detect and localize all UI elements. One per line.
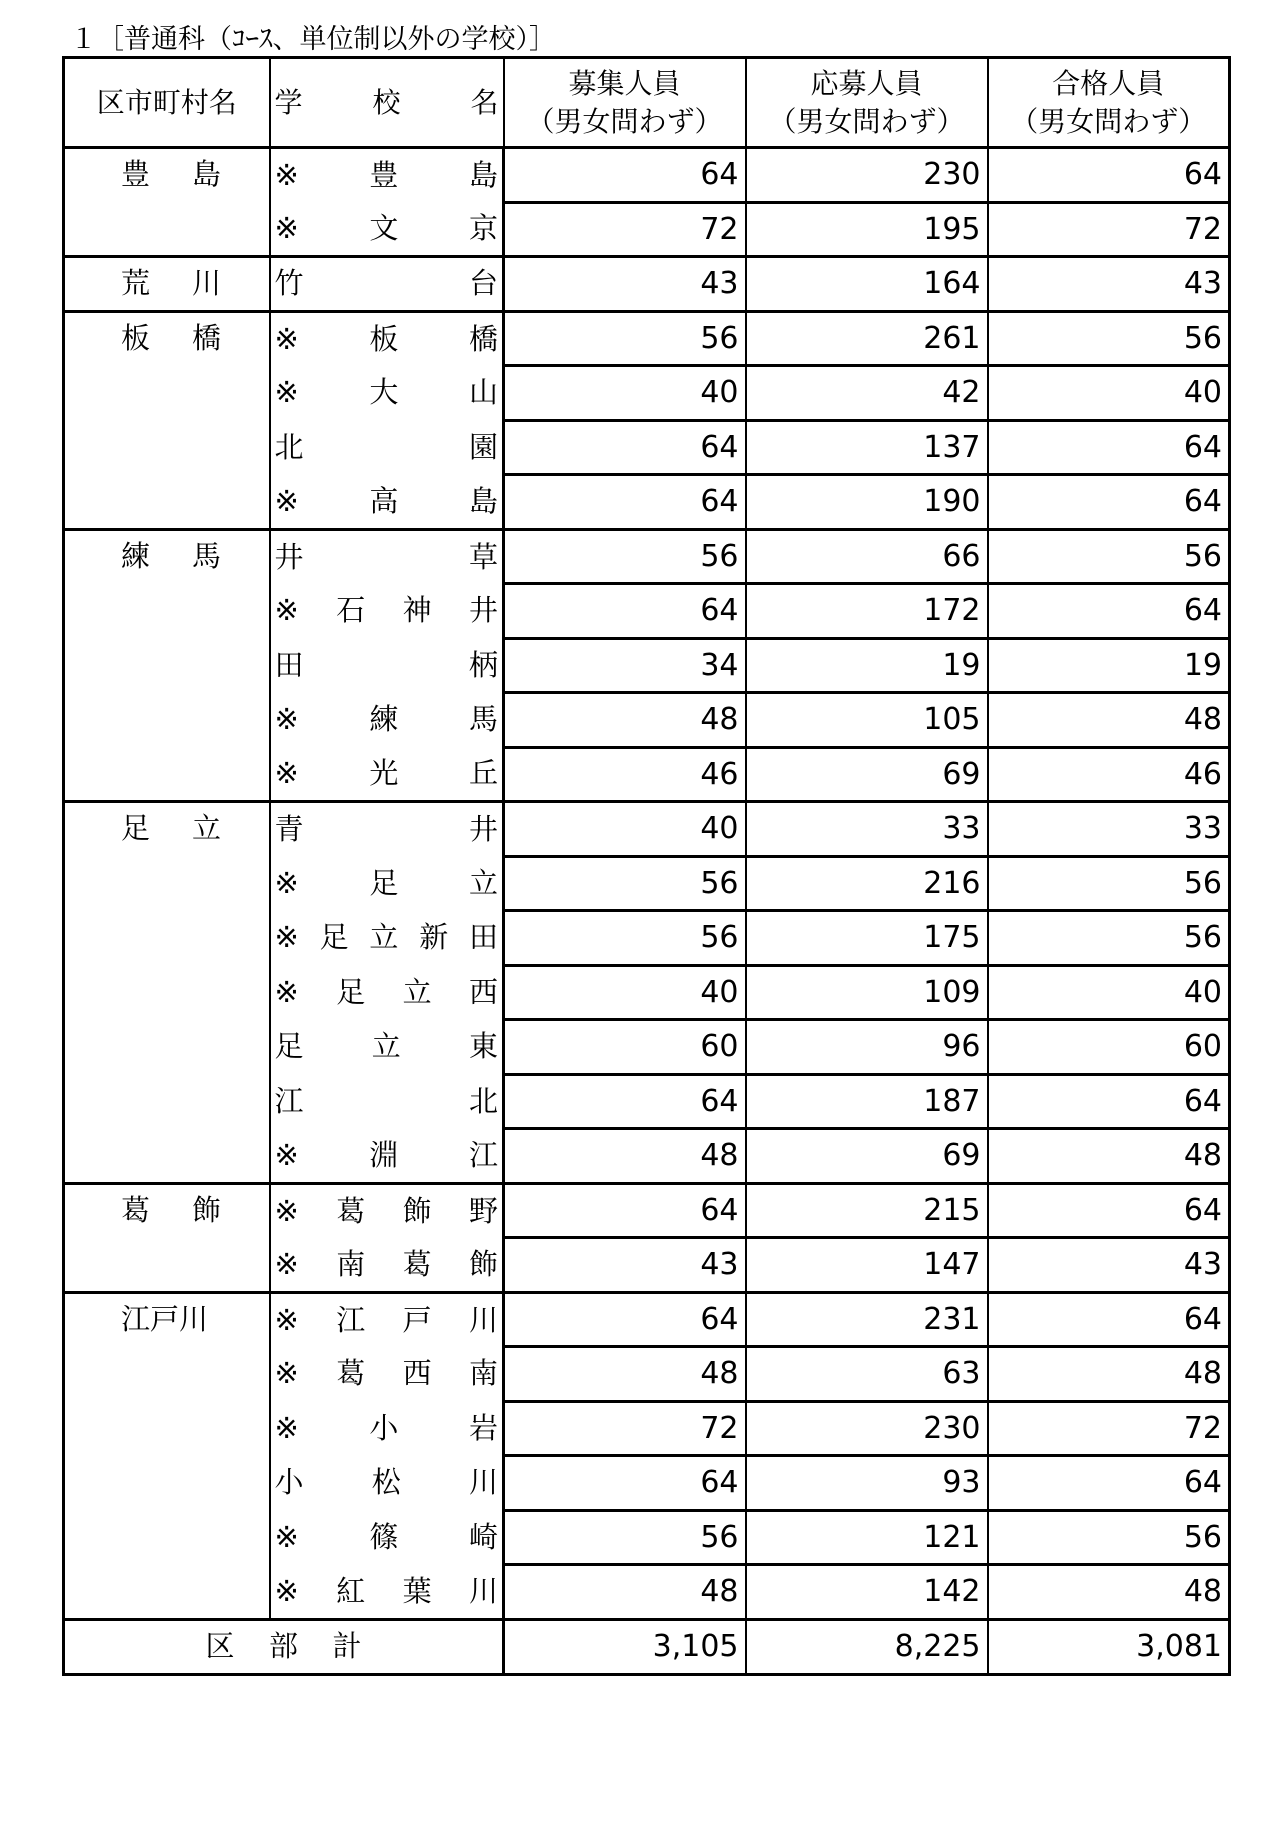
municipality-cell (64, 148, 270, 257)
passed-cell: 56 (988, 1510, 1230, 1565)
school-name-char: 野 (468, 1193, 498, 1228)
passed-cell: 43 (988, 1238, 1230, 1293)
passed-cell: 72 (988, 1401, 1230, 1456)
applicants-cell: 142 (746, 1565, 988, 1620)
school-name-char: 山 (468, 375, 498, 410)
school-name-char: 小 (369, 1410, 399, 1445)
school-name-char: ※ (274, 375, 299, 410)
school-name-char: ※ (274, 920, 299, 955)
school-name-char: ※ (274, 702, 299, 737)
applicants-cell: 261 (746, 311, 988, 366)
school-name-char: 葉 (402, 1573, 432, 1608)
school-name-char: ※ (274, 1573, 299, 1608)
applicants-cell: 121 (746, 1510, 988, 1565)
school-name-cell (270, 856, 504, 911)
total-row (64, 1619, 1230, 1674)
quota-cell: 34 (504, 638, 746, 693)
total-passed-cell: 3,081 (988, 1619, 1230, 1674)
school-name-char: 小 (274, 1465, 304, 1500)
school-name-cell (270, 1347, 504, 1402)
school-name-char: 東 (468, 1029, 498, 1064)
school-name-cell (270, 1292, 504, 1347)
passed-cell: 64 (988, 148, 1230, 203)
school-name-char: 豊 (369, 158, 399, 192)
school-name-cell (270, 1565, 504, 1620)
school-name-char: 足 (274, 1029, 304, 1064)
school-name-char: ※ (274, 211, 299, 245)
school-name-char: 紅 (336, 1573, 366, 1608)
applicants-cell: 147 (746, 1238, 988, 1293)
school-name-char: 島 (468, 158, 498, 192)
school-name-cell (270, 911, 504, 966)
school-name-cell (270, 1401, 504, 1456)
passed-cell: 64 (988, 1456, 1230, 1511)
school-name-char: 北 (274, 429, 304, 464)
school-name-char: 京 (468, 211, 498, 245)
school-name-char: 大 (369, 375, 399, 410)
applicants-cell: 63 (746, 1347, 988, 1402)
passed-cell: 56 (988, 529, 1230, 584)
school-name-char: 川 (468, 1465, 498, 1500)
applicants-cell: 230 (746, 1401, 988, 1456)
header-school-char: 名 (470, 85, 499, 119)
school-name-char: 園 (468, 429, 498, 464)
school-name-char: 松 (371, 1465, 401, 1500)
header-passed (988, 58, 1230, 148)
passed-cell: 33 (988, 802, 1230, 857)
school-name-char: 文 (369, 211, 399, 245)
school-name-cell (270, 257, 504, 312)
school-name-char: ※ (274, 1519, 299, 1554)
passed-cell: 64 (988, 584, 1230, 639)
passed-cell: 48 (988, 1129, 1230, 1184)
school-name-cell (270, 529, 504, 584)
table-row (64, 311, 1230, 366)
municipality-char: 豊 (121, 157, 151, 191)
school-name-cell (270, 1510, 504, 1565)
applicants-cell: 42 (746, 366, 988, 421)
header-passed-line1: 合格人員 (1052, 66, 1165, 100)
passed-cell: 40 (988, 965, 1230, 1020)
quota-cell: 56 (504, 1510, 746, 1565)
municipality-cell (64, 529, 270, 802)
header-school-char: 学 (274, 85, 303, 119)
school-name-cell (270, 1183, 504, 1238)
quota-cell: 72 (504, 1401, 746, 1456)
quota-cell: 64 (504, 1074, 746, 1129)
school-name-char: 井 (468, 812, 498, 846)
municipality-char: 橋 (191, 320, 221, 355)
table-body (64, 148, 1230, 1675)
school-name-char: 足 (369, 865, 399, 900)
total-quota-cell: 3,105 (504, 1619, 746, 1674)
table-row (64, 257, 1230, 312)
applicants-cell: 69 (746, 1129, 988, 1184)
total-label-char: 区 (205, 1629, 235, 1663)
passed-cell: 48 (988, 693, 1230, 748)
municipality-char: 足 (121, 811, 151, 845)
header-school-char: 校 (372, 85, 401, 119)
school-name-char: ※ (274, 1246, 299, 1281)
school-name-char: 井 (274, 539, 304, 574)
school-name-char: 丘 (468, 756, 498, 790)
quota-cell: 48 (504, 1347, 746, 1402)
school-name-char: 足 (319, 920, 349, 955)
applicants-cell: 172 (746, 584, 988, 639)
header-applicants (746, 58, 988, 148)
school-name-char: 西 (468, 974, 498, 1009)
school-name-char: 新 (419, 920, 449, 955)
school-name-char: 北 (468, 1083, 498, 1118)
applicants-cell: 216 (746, 856, 988, 911)
municipality-char: 島 (191, 157, 221, 191)
total-label-char: 計 (332, 1629, 362, 1663)
passed-cell: 64 (988, 475, 1230, 530)
school-name-char: 島 (468, 483, 498, 518)
applicants-cell: 69 (746, 747, 988, 802)
header-municipality: 区市町村名 (64, 58, 270, 148)
passed-cell: 56 (988, 311, 1230, 366)
school-name-char: 淵 (369, 1137, 399, 1172)
total-label-char: 部 (268, 1629, 298, 1663)
school-name-char: 足 (336, 974, 366, 1009)
school-name-cell (270, 638, 504, 693)
school-name-char: 崎 (468, 1519, 498, 1554)
applicants-cell: 33 (746, 802, 988, 857)
school-name-char: 馬 (468, 702, 498, 737)
table-row (64, 1183, 1230, 1238)
school-name-cell (270, 311, 504, 366)
applicants-cell: 175 (746, 911, 988, 966)
school-name-char: 江 (336, 1302, 366, 1337)
school-name-char: 飾 (402, 1193, 432, 1228)
quota-cell: 64 (504, 148, 746, 203)
school-name-char: 板 (369, 321, 399, 356)
total-applicants-cell: 8,225 (746, 1619, 988, 1674)
table-row (64, 148, 1230, 203)
school-name-char: 川 (468, 1302, 498, 1337)
school-name-char: 光 (369, 756, 399, 790)
passed-cell: 72 (988, 202, 1230, 257)
applicants-cell: 231 (746, 1292, 988, 1347)
school-name-char: 高 (369, 483, 399, 518)
quota-cell: 56 (504, 856, 746, 911)
school-name-char: 石 (336, 593, 366, 628)
passed-cell: 64 (988, 1074, 1230, 1129)
passed-cell: 56 (988, 911, 1230, 966)
school-name-char: 練 (369, 702, 399, 737)
municipality-char: 荒 (121, 266, 151, 300)
quota-cell: 56 (504, 911, 746, 966)
school-name-char: 南 (336, 1246, 366, 1281)
table-row (64, 529, 1230, 584)
applicants-cell: 19 (746, 638, 988, 693)
table-row (64, 1292, 1230, 1347)
applicants-cell: 105 (746, 693, 988, 748)
school-name-char: 台 (468, 266, 498, 301)
school-name-char: 青 (274, 812, 304, 846)
quota-cell: 64 (504, 1183, 746, 1238)
applicants-cell: 190 (746, 475, 988, 530)
municipality-char: 板 (121, 320, 151, 355)
school-name-cell (270, 366, 504, 421)
school-name-char: 井 (468, 593, 498, 628)
school-name-char: 飾 (468, 1246, 498, 1281)
municipality-char: 葛 (121, 1192, 151, 1227)
quota-cell: 46 (504, 747, 746, 802)
school-name-char: ※ (274, 321, 299, 356)
passed-cell: 48 (988, 1347, 1230, 1402)
school-name-char: 柄 (468, 647, 498, 682)
school-name-char: 竹 (274, 266, 304, 301)
school-name-char: ※ (274, 1356, 299, 1391)
school-name-char: 葛 (336, 1193, 366, 1228)
quota-cell: 48 (504, 1129, 746, 1184)
quota-cell: 48 (504, 693, 746, 748)
applicants-cell: 93 (746, 1456, 988, 1511)
passed-cell: 64 (988, 420, 1230, 475)
school-name-char: ※ (274, 865, 299, 900)
quota-cell: 64 (504, 420, 746, 475)
passed-cell: 43 (988, 257, 1230, 312)
school-name-char: 立 (402, 974, 432, 1009)
school-name-char: ※ (274, 1137, 299, 1172)
quota-cell: 48 (504, 1565, 746, 1620)
header-passed-line2: （男女問わず） (1010, 104, 1207, 138)
school-name-char: 田 (274, 647, 304, 682)
municipality-cell (64, 257, 270, 312)
school-name-char: 葛 (402, 1246, 432, 1281)
school-name-char: ※ (274, 1302, 299, 1337)
table-row (64, 802, 1230, 857)
school-name-char: ※ (274, 158, 299, 192)
school-name-cell (270, 475, 504, 530)
school-name-char: 江 (468, 1137, 498, 1172)
header-school (270, 58, 504, 148)
table-caption: １［普通科（ｺｰｽ、単位制以外の学校）］ (70, 24, 556, 55)
admission-results-table (62, 56, 1231, 1676)
municipality-char: 馬 (191, 538, 221, 573)
applicants-cell: 109 (746, 965, 988, 1020)
applicants-cell: 187 (746, 1074, 988, 1129)
municipality-char: 立 (191, 811, 221, 845)
municipality-cell (64, 802, 270, 1184)
applicants-cell: 215 (746, 1183, 988, 1238)
school-name-char: ※ (274, 756, 299, 790)
school-name-char: 戸 (402, 1302, 432, 1337)
quota-cell: 64 (504, 1292, 746, 1347)
applicants-cell: 66 (746, 529, 988, 584)
quota-cell: 64 (504, 584, 746, 639)
school-name-char: 立 (369, 920, 399, 955)
municipality-cell (64, 311, 270, 529)
school-name-char: 草 (468, 539, 498, 574)
header-row (64, 58, 1230, 148)
total-label-cell (64, 1619, 504, 1674)
school-name-char: 神 (402, 593, 432, 628)
applicants-cell: 96 (746, 1020, 988, 1075)
school-name-cell (270, 1129, 504, 1184)
passed-cell: 19 (988, 638, 1230, 693)
school-name-char: 篠 (369, 1519, 399, 1554)
school-name-char: 西 (402, 1356, 432, 1391)
quota-cell: 56 (504, 529, 746, 584)
school-name-char: ※ (274, 483, 299, 518)
header-quota-line1: 募集人員 (568, 66, 681, 100)
applicants-cell: 195 (746, 202, 988, 257)
passed-cell: 64 (988, 1292, 1230, 1347)
school-name-cell (270, 1238, 504, 1293)
quota-cell: 56 (504, 311, 746, 366)
quota-cell: 40 (504, 366, 746, 421)
quota-cell: 60 (504, 1020, 746, 1075)
passed-cell: 40 (988, 366, 1230, 421)
school-name-char: ※ (274, 1193, 299, 1228)
applicants-cell: 137 (746, 420, 988, 475)
school-name-cell (270, 1074, 504, 1129)
school-name-char: ※ (274, 1410, 299, 1445)
applicants-cell: 230 (746, 148, 988, 203)
school-name-char: 橋 (468, 321, 498, 356)
quota-cell: 40 (504, 802, 746, 857)
school-name-cell (270, 693, 504, 748)
header-applicants-line1: 応募人員 (810, 66, 923, 100)
school-name-char: 葛 (336, 1356, 366, 1391)
school-name-char: 江 (274, 1083, 304, 1118)
quota-cell: 64 (504, 475, 746, 530)
school-name-cell (270, 148, 504, 203)
school-name-cell (270, 1456, 504, 1511)
header-applicants-line2: （男女問わず） (768, 104, 965, 138)
school-name-cell (270, 965, 504, 1020)
school-name-char: ※ (274, 974, 299, 1009)
municipality-char: 飾 (191, 1192, 221, 1227)
school-name-char: 田 (468, 920, 498, 955)
school-name-char: ※ (274, 593, 299, 628)
school-name-cell (270, 747, 504, 802)
quota-cell: 72 (504, 202, 746, 257)
municipality-char: 川 (191, 266, 221, 300)
school-name-char: 川 (468, 1573, 498, 1608)
school-name-char: 南 (468, 1356, 498, 1391)
municipality-char: 江戸川 (121, 1301, 209, 1336)
school-name-cell (270, 802, 504, 857)
school-name-cell (270, 1020, 504, 1075)
applicants-cell: 164 (746, 257, 988, 312)
school-name-cell (270, 584, 504, 639)
header-quota (504, 58, 746, 148)
passed-cell: 48 (988, 1565, 1230, 1620)
passed-cell: 60 (988, 1020, 1230, 1075)
municipality-char: 練 (121, 538, 151, 573)
municipality-cell (64, 1183, 270, 1292)
school-name-char: 岩 (468, 1410, 498, 1445)
school-name-cell (270, 420, 504, 475)
passed-cell: 64 (988, 1183, 1230, 1238)
passed-cell: 46 (988, 747, 1230, 802)
school-name-char: 立 (371, 1029, 401, 1064)
school-name-cell (270, 202, 504, 257)
school-name-char: 立 (468, 865, 498, 900)
municipality-cell (64, 1292, 270, 1619)
quota-cell: 64 (504, 1456, 746, 1511)
quota-cell: 40 (504, 965, 746, 1020)
quota-cell: 43 (504, 1238, 746, 1293)
passed-cell: 56 (988, 856, 1230, 911)
quota-cell: 43 (504, 257, 746, 312)
header-quota-line2: （男女問わず） (526, 104, 723, 138)
